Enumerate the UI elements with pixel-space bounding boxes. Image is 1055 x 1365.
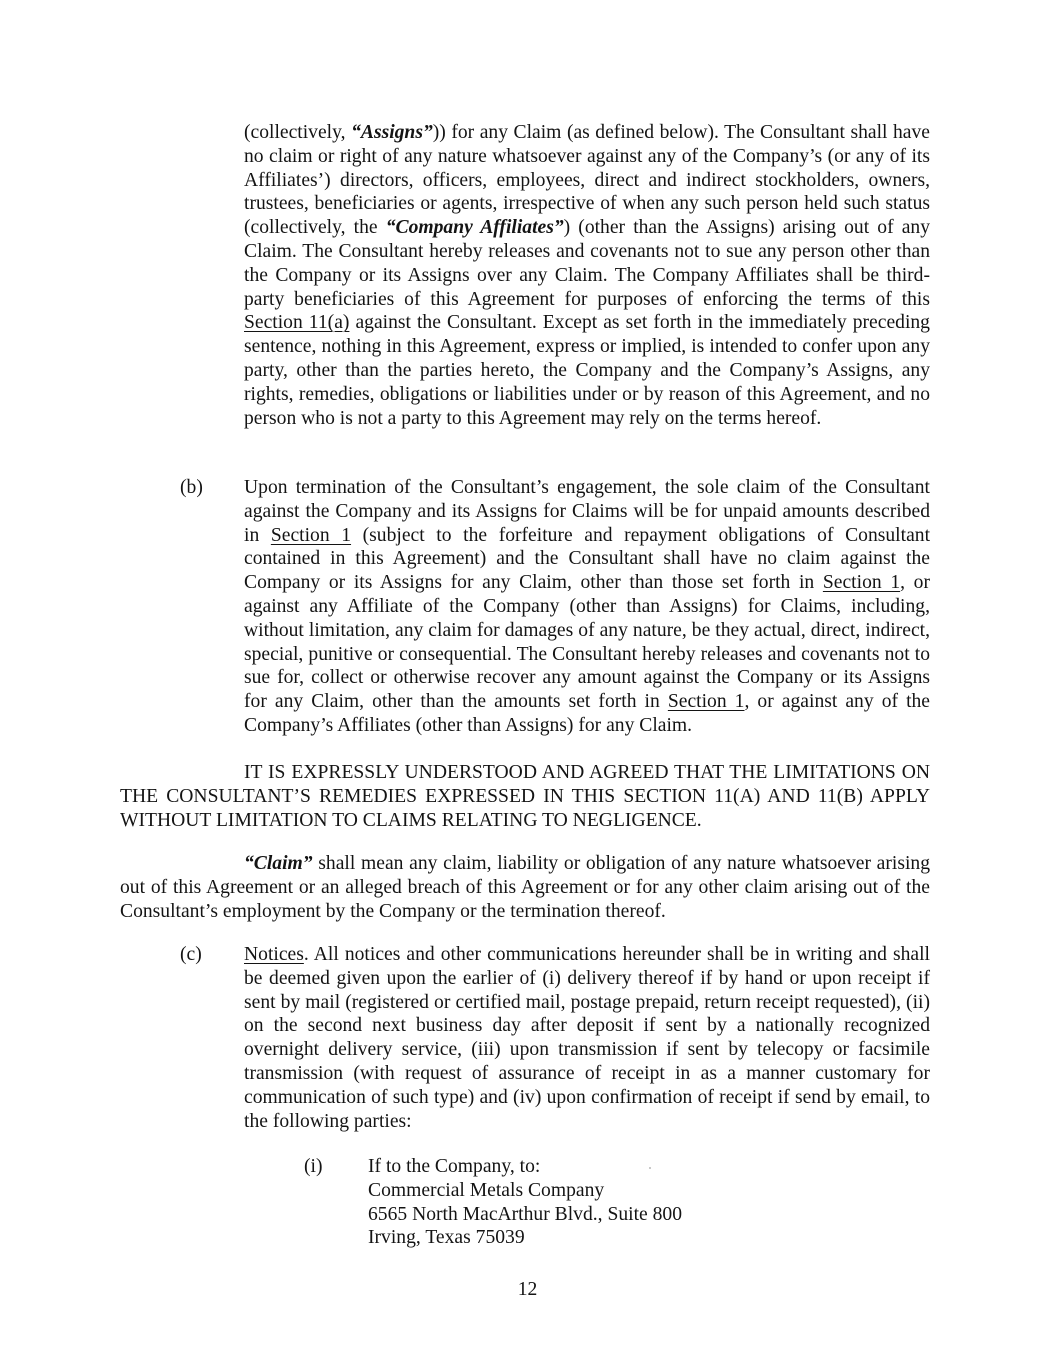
section-11a-continuation xyxy=(244,121,930,430)
section-reference: Section 11(a) xyxy=(244,312,350,334)
section-11b-label: (b) xyxy=(180,477,203,498)
page-number: 12 xyxy=(517,1279,538,1300)
company-address-block xyxy=(368,1155,828,1250)
text-run: )) for any Claim (as defined below). The Consultant shall have no claim or right of any nature whatsoever against any of the Company’s (or any of its Affiliates’) directors, officers, employees, direct and indirect stockholders, owners, trustees, beneficiaries or agents, irrespective of when any such person held such status (collectively, the xyxy=(244,122,930,239)
street-address: 6565 North MacArthur Blvd., Suite 800 xyxy=(368,1203,683,1225)
notice-party-i-label: (i) xyxy=(304,1156,323,1177)
address-heading: If to the Company, to: xyxy=(368,1156,541,1177)
text-run: . All notices and other communications hereunder shall be in writing and shall be deemed given upon the earlier of (i) delivery thereof if by hand or upon receipt if sent by mail (registered or certified mail, postage prepaid, return receipt requested), (ii) on the second next business day after deposit if sent by a nationally recognized overnight delivery service, (iii) upon transmission if sent by telecopy or facsimile transmission (with request of assurance of receipt in as a manner customary for communication of such type) and (iv) upon confirmation of receipt if send by email, to the following parties: xyxy=(244,944,930,1132)
section-11c-notices-paragraph xyxy=(244,943,930,1133)
text-run: shall mean any claim, liability or obligation of any nature whatsoever arising out of this Agreement or an alleged breach of this Agreement or for any other claim arising out of the Consultant’s employment by the Company or the termination thereof. xyxy=(120,853,930,922)
city-state-zip: Irving, Texas 75039 xyxy=(368,1227,525,1249)
text-run: (subject to the forfeiture and repayment obligations of Consultant contained in this Agreement) and the Consultant shall have no claim against the Company or its Assigns for any Claim, other than those set forth in xyxy=(244,524,931,594)
text-run: , or against any Affiliate of the Company (other than Assigns) for Claims, including, without limitation, any claim for damages of any nature, be they actual, direct, indirect, special, punitive or consequential. The Consultant hereby releases and covenants not to sue for, collect or otherwise recover any amount against the Company or its Assigns for any Claim, other than the amounts set forth in xyxy=(244,572,930,713)
section-reference: Notices xyxy=(244,944,304,965)
text-run: , or against any of the Company’s Affiliates (other than Assigns) for any Claim. xyxy=(244,691,931,736)
section-reference: Section 1 xyxy=(667,691,745,713)
text-run: (collectively, xyxy=(244,122,352,143)
text-run: Upon termination of the Consultant’s engagement, the sole claim of the Consultant against the Company and its Assigns for Claims will be for unpaid amounts described in xyxy=(244,477,930,546)
section-11c-label: (c) xyxy=(180,944,202,965)
text-run: ) (other than the Assigns) arising out of any Claim. The Consultant hereby releases and covenants not to sue any person other than the Company or its Assigns over any Claim. The Company Affiliates shall be third-party beneficiaries of this Agreement for purposes of enforcing the terms of this xyxy=(244,217,931,310)
scan-speck-mark xyxy=(649,1167,651,1169)
defined-term: “Claim” xyxy=(244,853,313,874)
text-run: IT IS EXPRESSLY UNDERSTOOD AND AGREED THAT THE LIMITATIONS ON THE CONSULTANT’S REMEDIES EXPRESSED IN THIS SECTION 11(A) AND 11(B) APPLY WITHOUT LIMITATION TO CLAIMS RELATING TO NEGLIGENCE. xyxy=(120,762,930,831)
negligence-notice xyxy=(120,761,930,832)
text-run: against the Consultant. Except as set forth in the immediately preceding sentence, nothing in this Agreement, express or implied, is intended to confer upon any party, other than the parties hereto, the Company and the Company’s Assigns, any rights, remedies, obligations or liabilities under or by reason of this Agreement, and no person who is not a party to this Agreement may rely on the terms hereof. xyxy=(244,312,930,429)
claim-definition xyxy=(120,852,930,923)
section-11b-paragraph xyxy=(244,476,930,738)
section-reference: Section 1 xyxy=(270,524,352,546)
section-reference: Section 1 xyxy=(822,572,901,594)
defined-term: “Company Affiliates” xyxy=(385,217,564,239)
company-name: Commercial Metals Company xyxy=(368,1179,605,1201)
defined-term: “Assigns” xyxy=(351,122,433,143)
